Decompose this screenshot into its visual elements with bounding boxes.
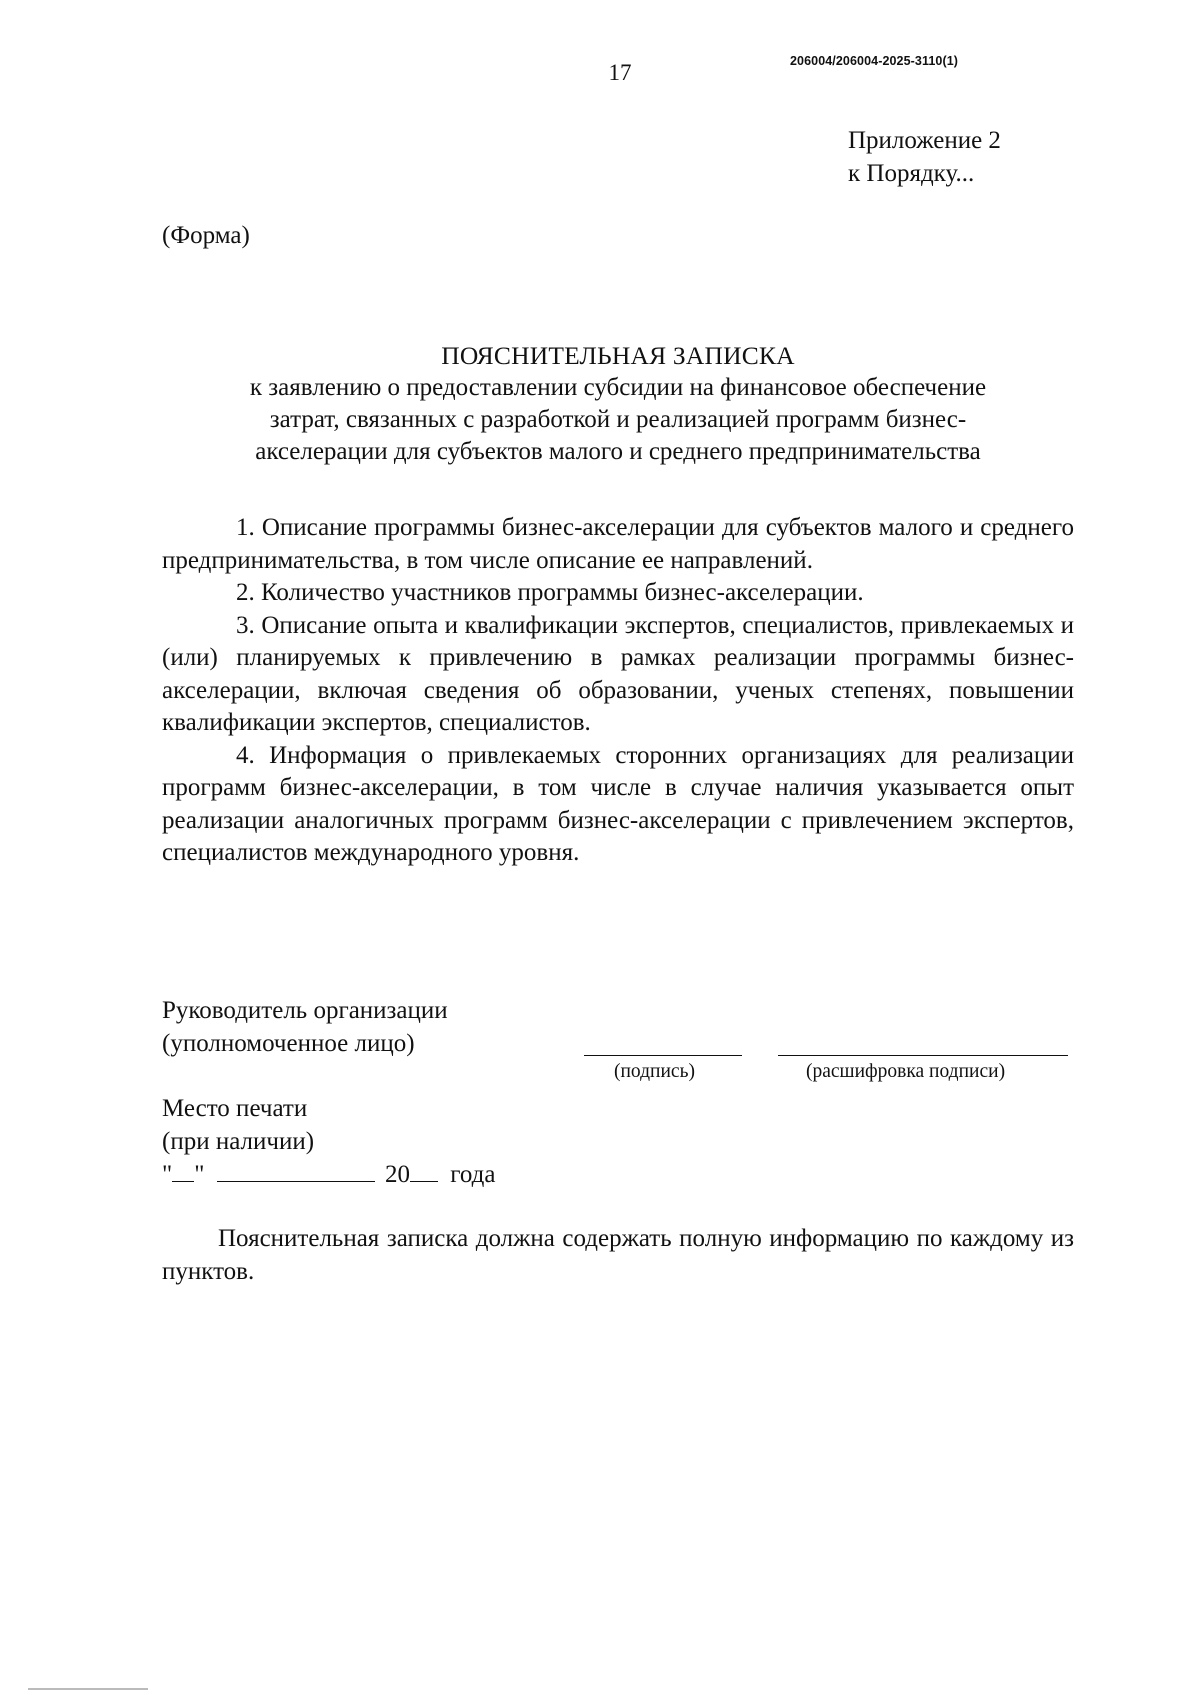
list-item-4: 4. Информация о привлекаемых сторонних организациях для реализации программ бизнес-акселерации, в том числе в случае наличия указывается опыт реализации аналогичных программ бизнес-акселерации с привлечением экспертов, специалистов международного уровня. [162, 741, 1074, 866]
appendix-line-2: к Порядку... [848, 160, 975, 187]
signatory-label [162, 994, 448, 1060]
year-suffix: года [450, 1161, 496, 1188]
appendix-reference [848, 124, 1001, 190]
signature-decoding-caption: (расшифровка подписи) [806, 1061, 1006, 1082]
items-list [162, 512, 1074, 870]
subtitle-line-3: акселерации для субъектов малого и среднего предпринимательства [255, 438, 981, 465]
subtitle-line-2: затрат, связанных с разработкой и реализацией программ бизнес- [269, 406, 967, 433]
page-number: 17 [608, 60, 632, 85]
document-title: ПОЯСНИТЕЛЬНАЯ ЗАПИСКА [441, 341, 795, 370]
document-code: 206004/206004-2025-3110(1) [790, 54, 959, 68]
stamp-line-1: Место печати [162, 1095, 308, 1122]
scan-artifact [28, 1688, 148, 1690]
quote-open: " [162, 1161, 173, 1188]
appendix-line-1: Приложение 2 [848, 127, 1001, 154]
signature-caption: (подпись) [614, 1061, 695, 1082]
list-item-3: 3. Описание опыта и квалификации экспертов, специалистов, привлекаемых и (или) планируемых к привлечению в рамках реализации программы бизнес-акселерации, включая сведения об образовании, ученых степенях, повышении квалификации экспертов, специалистов. [162, 611, 1074, 736]
closing-note-text: Пояснительная записка должна содержать полную информацию по каждому из пунктов. [162, 1225, 1074, 1285]
signature-field-line [584, 1055, 742, 1056]
quote-close: " [194, 1161, 205, 1188]
year-prefix: 20 [384, 1161, 410, 1188]
signatory-line-2: (уполномоченное лицо) [162, 1030, 415, 1057]
signatory-line-1: Руководитель организации [162, 997, 448, 1024]
closing-note [162, 1222, 1074, 1288]
subtitle-line-1: к заявлению о предоставлении субсидии на финансовое обеспечение [249, 374, 987, 401]
year-blank [410, 1159, 438, 1182]
stamp-line-2: (при наличии) [162, 1128, 315, 1155]
month-blank [217, 1159, 375, 1182]
stamp-label [162, 1092, 314, 1158]
date-field [162, 1158, 495, 1191]
list-item-1: 1. Описание программы бизнес-акселерации для субъектов малого и среднего предпринимательства, в том числе описание ее направлений. [162, 514, 1074, 574]
document-title-block [162, 340, 1074, 468]
signature-decoding-field-line [778, 1055, 1068, 1056]
form-label: (Форма) [162, 222, 250, 249]
list-item-2: 2. Количество участников программы бизнес-акселерации. [236, 579, 864, 606]
day-blank [172, 1159, 194, 1182]
